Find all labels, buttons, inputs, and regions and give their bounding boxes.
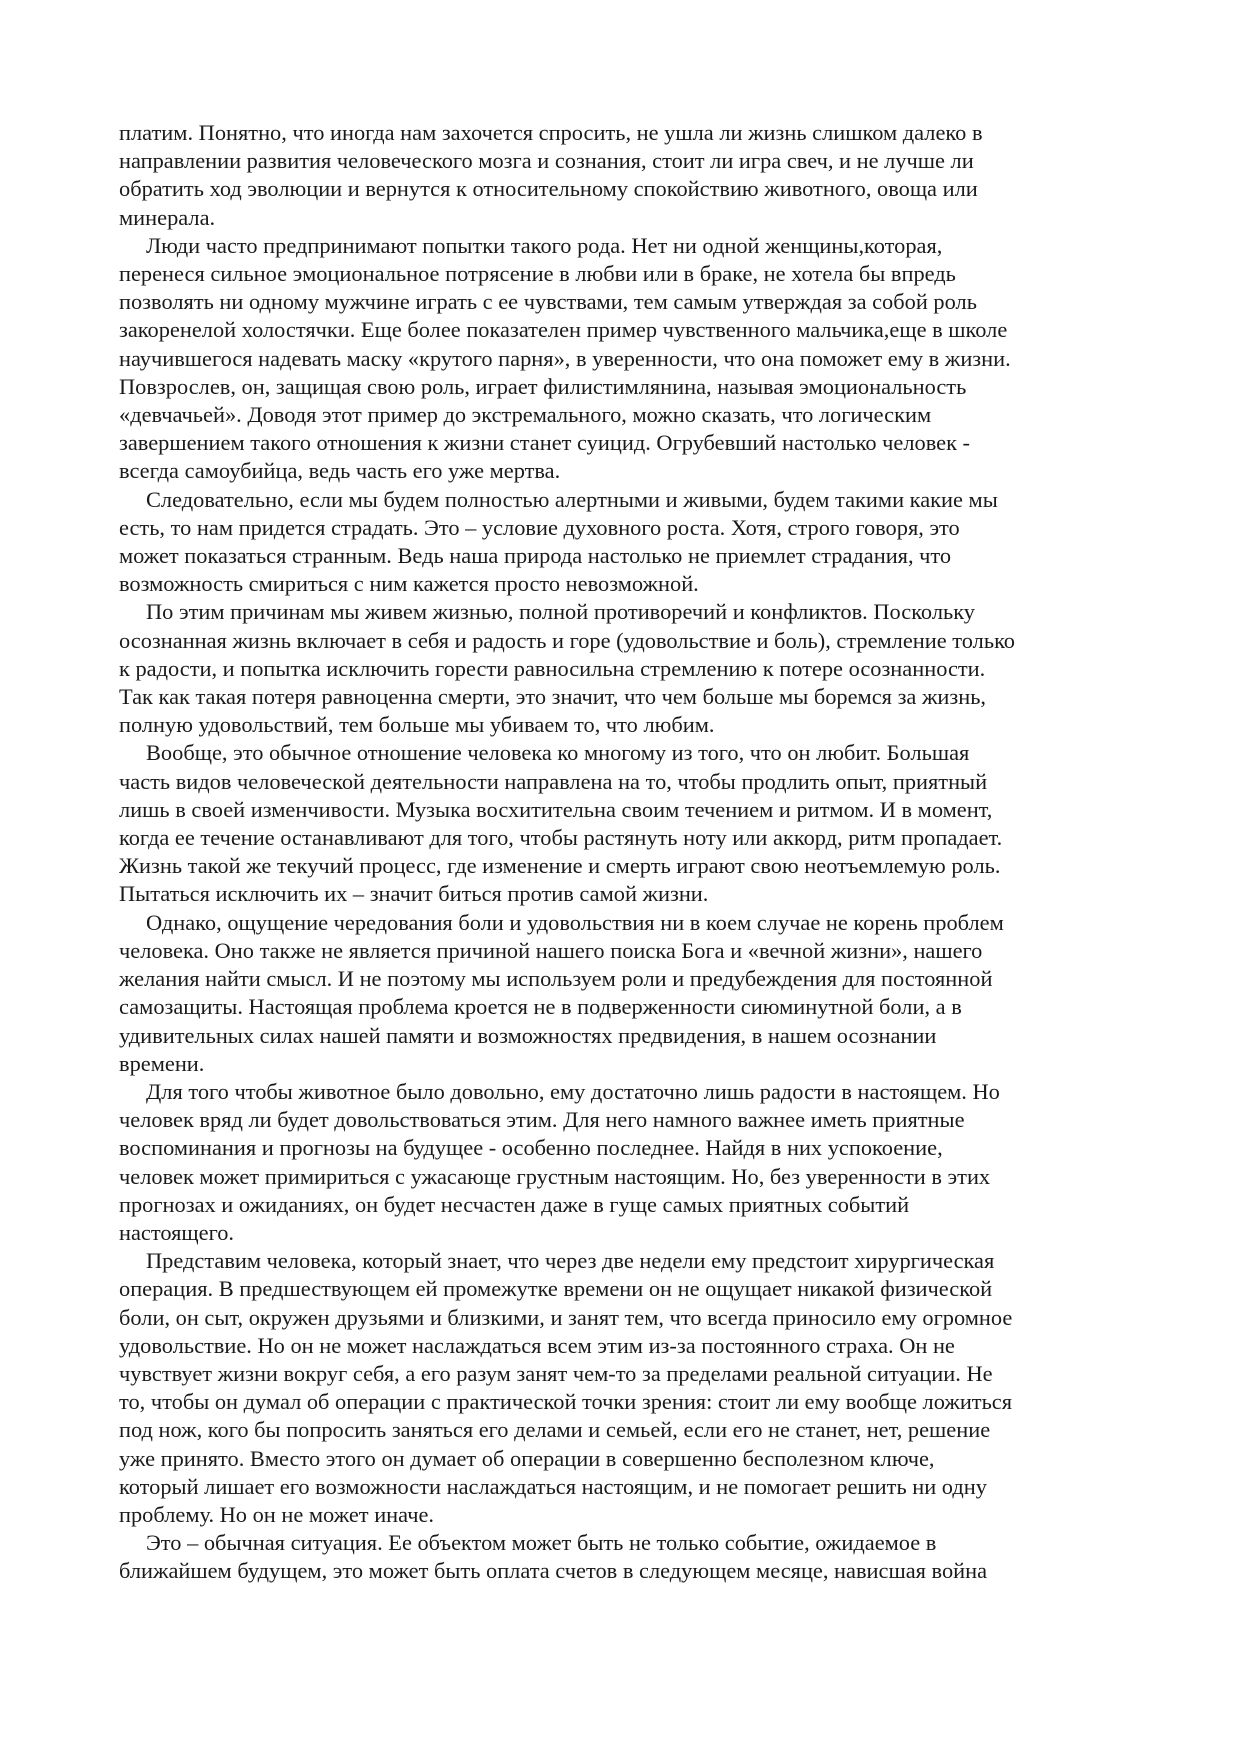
paragraph	[119, 232, 1125, 486]
paragraph	[119, 909, 1125, 1078]
text-line: «девчачьей». Доводя этот пример до экстремального, можно сказать, что логическим	[119, 402, 932, 428]
text-line: удовольствие. Но он не может наслаждаться всем этим из-за постоянного страха. Он не	[119, 1332, 955, 1358]
text-line: Повзрослев, он, защищая свою роль, играет филистимлянина, называя эмоциональность	[119, 373, 967, 399]
text-line: всегда самоубийца, ведь часть его уже мертва.	[119, 458, 561, 484]
text-line: человек может примириться с ужасающе грустным настоящим. Но, без уверенности в этих	[119, 1163, 991, 1189]
text-line: возможность смириться с ним кажется просто невозможной.	[119, 571, 699, 597]
text-line: удивительных силах нашей памяти и возможностях предвидения, в нашем осознании	[119, 1022, 937, 1048]
text-line: По этим причинам мы живем жизнью, полной противоречий и конфликтов. Поскольку	[146, 599, 975, 625]
text-line: времени.	[119, 1050, 205, 1076]
text-line: под нож, кого бы попросить заняться его делами и семьей, если его не станет, нет, решение	[119, 1417, 991, 1443]
text-line: перенеся сильное эмоциональное потрясение в любви или в браке, не хотела бы впредь	[119, 261, 956, 287]
text-line: обратить ход эволюции и вернутся к относительному спокойствию животного, овоща или	[119, 176, 978, 202]
text-line: боли, он сыт, окружен друзьями и близкими, и занят тем, что всегда приносило ему огромное	[119, 1304, 1013, 1330]
text-line: Так как такая потеря равноценна смерти, это значит, что чем больше мы боремся за жизнь,	[119, 684, 987, 710]
text-line: минерала.	[119, 204, 216, 230]
text-line: научившегося надевать маску «крутого парня», в уверенности, что она поможет ему в жизни.	[119, 345, 1011, 371]
text-line: осознанная жизнь включает в себя и радость и горе (удовольствие и боль), стремление только	[119, 627, 1016, 653]
text-line: желания найти смысл. И не поэтому мы используем роли и предубеждения для постоянной	[119, 966, 993, 992]
text-line: самозащиты. Настоящая проблема кроется не в подверженности сиюминутной боли, а в	[119, 994, 962, 1020]
text-line: Люди часто предпринимают попытки такого рода. Нет ни одной женщины,которая,	[146, 232, 943, 258]
text-line: настоящего.	[119, 1219, 235, 1245]
text-line: то, чтобы он думал об операции с практической точки зрения: стоит ли ему вообще ложиться	[119, 1389, 1013, 1415]
text-line: когда ее течение останавливают для того, чтобы растянуть ноту или аккорд, ритм пропадает.	[119, 825, 1003, 851]
paragraph	[119, 119, 1125, 232]
text-line: человека. Оно также не является причиной нашего поиска Бога и «вечной жизни», нашего	[119, 937, 983, 963]
text-line: позволять ни одному мужчине играть с ее чувствами, тем самым утверждая за собой роль	[119, 289, 977, 315]
text-line: уже принято. Вместо этого он думает об операции в совершенно бесполезном ключе,	[119, 1445, 935, 1471]
text-line: воспоминания и прогнозы на будущее - особенно последнее. Найдя в них успокоение,	[119, 1135, 943, 1161]
text-line: Пытаться исключить их – значит биться против самой жизни.	[119, 881, 709, 907]
text-line: который лишает его возможности наслаждаться настоящим, и не помогает решить ни одну	[119, 1473, 987, 1499]
body-text	[119, 119, 1125, 1586]
paragraph	[119, 739, 1125, 908]
paragraph	[119, 1247, 1125, 1529]
text-line: ближайшем будущем, это может быть оплата счетов в следующем месяце, нависшая война	[119, 1558, 988, 1584]
text-line: есть, то нам придется страдать. Это – условие духовного роста. Хотя, строго говоря, это	[119, 514, 960, 540]
text-line: платим. Понятно, что иногда нам захочется спросить, не ушла ли жизнь слишком далеко в	[119, 120, 983, 145]
text-line: Для того чтобы животное было довольно, ему достаточно лишь радости в настоящем. Но	[146, 1078, 1000, 1104]
text-line: к радости, и попытка исключить горести равносильна стремлению к потере осознанности.	[119, 655, 986, 681]
text-line: полную удовольствий, тем больше мы убиваем то, что любим.	[119, 712, 715, 738]
paragraph	[119, 598, 1125, 739]
text-line: Следовательно, если мы будем полностью алертными и живыми, будем такими какие мы	[146, 486, 998, 512]
text-line: часть видов человеческой деятельности направлена на то, чтобы продлить опыт, приятный	[119, 768, 988, 794]
text-line: операция. В предшествующем ей промежутке времени он не ощущает никакой физической	[119, 1276, 993, 1302]
text-line: направлении развития человеческого мозга и сознания, стоит ли игра свеч, и не лучше ли	[119, 148, 974, 174]
text-line: человек вряд ли будет довольствоваться этим. Для него намного важнее иметь приятные	[119, 1107, 965, 1133]
text-line: Это – обычная ситуация. Ее объектом может быть не только событие, ожидаемое в	[146, 1530, 937, 1556]
text-line: Вообще, это обычное отношение человека ко многому из того, что он любит. Большая	[146, 740, 970, 766]
text-line: Жизнь такой же текучий процесс, где изменение и смерть играют свою неотъемлемую роль.	[119, 853, 1001, 879]
text-line: может показаться странным. Ведь наша природа настолько не приемлет страдания, что	[119, 543, 952, 569]
text-line: завершением такого отношения к жизни станет суицид. Огрубевший настолько человек -	[119, 430, 971, 456]
paragraph	[119, 486, 1125, 599]
text-line: проблему. Но он не может иначе.	[119, 1501, 434, 1527]
text-line: Представим человека, который знает, что через две недели ему предстоит хирургическая	[146, 1248, 995, 1274]
text-line: Однако, ощущение чередования боли и удовольствия ни в коем случае не корень проблем	[146, 909, 1004, 935]
text-line: лишь в своей изменчивости. Музыка восхитительна своим течением и ритмом. И в момент,	[119, 796, 993, 822]
text-line: чувствует жизни вокруг себя, а его разум занят чем-то за пределами реальной ситуации. Не	[119, 1360, 993, 1386]
paragraph	[119, 1529, 1125, 1585]
paragraph	[119, 1078, 1125, 1247]
text-line: закоренелой холостячки. Еще более показателен пример чувственного мальчика,еще в школе	[119, 317, 1008, 343]
text-line: прогнозах и ожиданиях, он будет несчастен даже в гуще самых приятных событий	[119, 1191, 910, 1217]
